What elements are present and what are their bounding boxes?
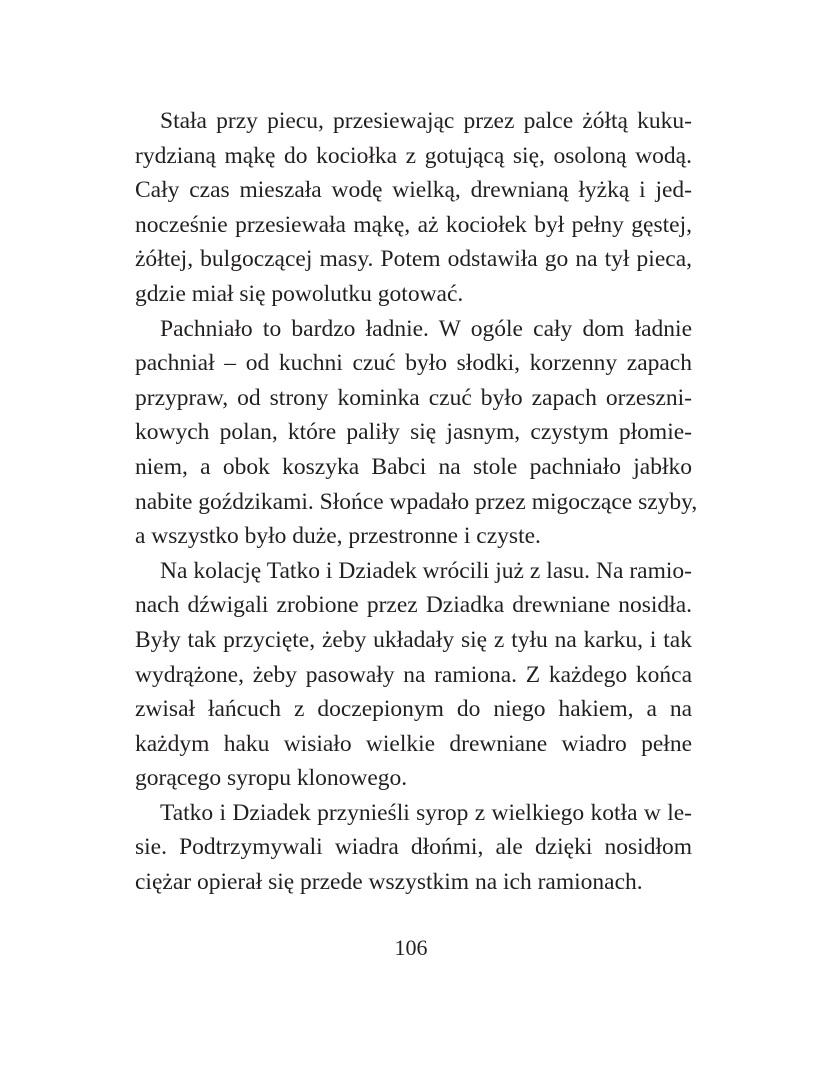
text-line: każdym haku wisiało wielkie drewniane wiadro pełne	[135, 730, 692, 757]
text-line: wydrążone, żeby pasowały na ramiona. Z każdego końca	[135, 661, 692, 688]
text-line: Cały czas mieszała wodę wielką, drewnianą łyżką i jed-	[135, 177, 692, 204]
text-line: Na kolację Tatko i Dziadek wrócili już z lasu. Na ramio-	[160, 557, 692, 584]
text-line: niem, a obok koszyka Babci na stole pachniało jabłko	[135, 453, 692, 480]
page-number: 106	[394, 935, 428, 960]
text-line: nocześnie przesiewała mąkę, aż kociołek był pełny gęstej,	[135, 211, 692, 238]
text-line: Pachniało to bardzo ładnie. W ogóle cały dom ładnie	[160, 315, 692, 342]
paragraph	[135, 312, 698, 554]
text-line: pachniał – od kuchni czuć było słodki, korzenny zapach	[135, 350, 692, 377]
text-line: Stała przy piecu, przesiewając przez palce żółtą kuku-	[160, 108, 692, 134]
text-line: gorącego syropu klonowego.	[135, 765, 408, 792]
text-line: nabite goździkami. Słońce wpadało przez migoczące szyby,	[135, 488, 698, 515]
paragraph	[135, 554, 692, 796]
text-line: gdzie miał się powolutku gotować.	[135, 280, 464, 307]
text-line: kowych polan, które paliły się jasnym, czystym płomie-	[135, 419, 692, 446]
text-line: Tatko i Dziadek przynieśli syrop z wielkiego kotła w le-	[160, 799, 692, 826]
text-line: zwisał łańcuch z doczepionym do niego hakiem, a na	[135, 696, 692, 723]
text-line: żółtej, bulgoczącej masy. Potem odstawiła go na tył pieca,	[135, 246, 692, 273]
body-text	[135, 104, 698, 900]
text-line: przypraw, od strony kominka czuć było zapach orzeszni-	[135, 384, 692, 411]
text-line: rydzianą mąkę do kociołka z gotującą się, osoloną wodą.	[135, 142, 692, 169]
text-line: a wszystko było duże, przestronne i czyste.	[135, 523, 541, 550]
text-line: nach dźwigali zrobione przez Dziadka drewniane nosidła.	[135, 592, 692, 619]
text-line: Były tak przycięte, żeby układały się z tyłu na karku, i tak	[135, 626, 692, 653]
text-line: sie. Podtrzymywali wiadra dłońmi, ale dzięki nosidłom	[135, 834, 692, 861]
text-line: ciężar opierał się przede wszystkim na ich ramionach.	[135, 869, 643, 896]
paragraph	[135, 796, 692, 900]
paragraph	[135, 104, 692, 312]
